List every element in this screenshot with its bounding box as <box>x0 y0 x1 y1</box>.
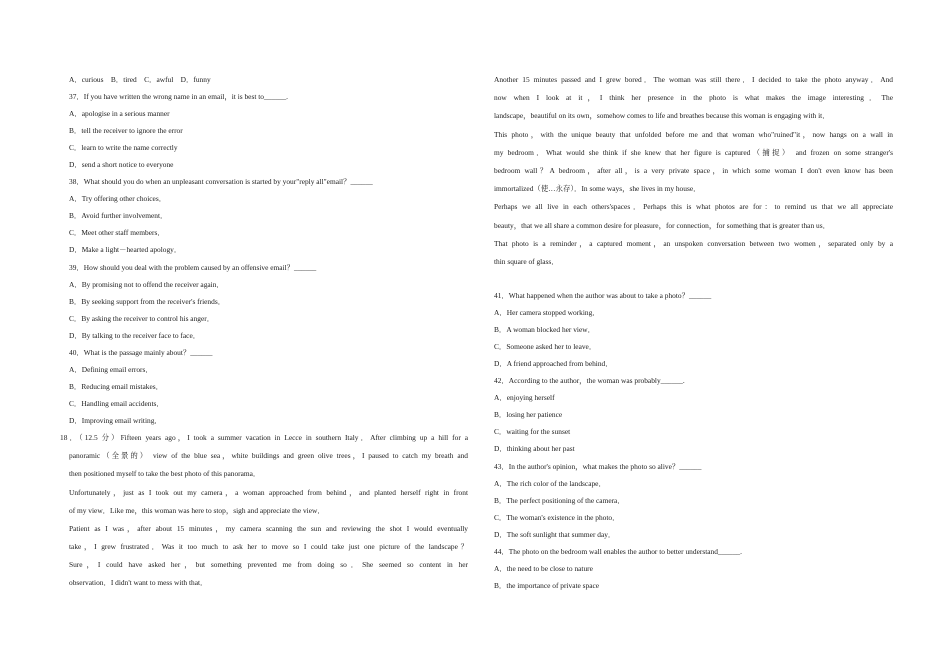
q43-option-b: B．The perfect positioning of the camera． <box>494 495 625 505</box>
q40-option-a: A．Defining email errors． <box>69 364 153 374</box>
passage-line: take，I grew frustrated．Was it too much to ask her to move so I could take just one picture of the landscape？ <box>69 542 468 552</box>
passage-line: 18．（12.5 分）Fifteen years ago，I took a summer vacation in Lecce in southern Italy．After climbing up a hill for a <box>60 432 468 442</box>
q42-option-a: A．enjoying herself <box>494 393 555 403</box>
q38-option-b: B．Avoid further involvement． <box>69 211 168 221</box>
q37-option-d: D．send a short notice to everyone <box>69 160 174 170</box>
passage-paragraph-6 <box>494 198 893 234</box>
q39-option-b: B．By seeking support from the receiver's friends． <box>69 296 226 306</box>
right-column <box>494 71 893 594</box>
passage-line: bedroom wall？A bedroom，after all，is a very private space，in which some woman I don't even know has been <box>494 165 893 175</box>
q38-stem: 38．What should you do when an unpleasant conversation is started by your"reply all"email？______ <box>69 177 373 187</box>
q39-stem: 39．How should you deal with the problem caused by an offensive email？______ <box>69 262 317 272</box>
passage-paragraph-2 <box>60 484 468 520</box>
q41-option-d: D．A friend approached from behind． <box>494 359 613 369</box>
passage-line: Unfortunately，just as I took out my camera，a woman approached from behind，and planted herself right in front <box>69 487 468 497</box>
q43-option-d: D．The soft sunlight that summer day． <box>494 529 616 539</box>
q44-option-b: B．the importance of private space <box>494 580 600 590</box>
q41-option-b: B．A woman blocked her view． <box>494 325 595 335</box>
q43-stem: 43．In the author's opinion，what makes the photo so alive？______ <box>494 461 702 471</box>
passage-line: observation．I didn't want to mess with that． <box>69 578 208 588</box>
q39-option-d: D．By talking to the receiver face to face． <box>69 330 201 340</box>
q42-option-d: D．thinking about her past <box>494 444 575 454</box>
passage-line: immortalized（使…永存）．In some ways，she lives in my house． <box>494 184 701 194</box>
q40-stem: 40．What is the passage mainly about？______ <box>69 347 213 357</box>
passage-line: landscape，beautiful on its own，somehow comes to life and breathes because this woman is engaging with it． <box>494 111 830 121</box>
q38-option-c: C．Meet other staff members． <box>69 228 165 238</box>
passage-line: Patient as I was，after about 15 minutes，my camera scanning the sun and reviewing the shot I would eventually <box>69 523 468 533</box>
passage-line: panoramic（全景的） view of the blue sea，white buildings and green olive trees，I paused to catch my breath and <box>69 451 468 461</box>
q37-option-a: A．apologise in a serious manner <box>69 109 170 119</box>
passage-line: Sure，I could have asked her，but something prevented me from doing so．She seemed so content in her <box>69 560 468 570</box>
q41-option-a: A．Her camera stopped working． <box>494 308 600 318</box>
passage-paragraph-7 <box>494 235 893 271</box>
passage-paragraph-3 <box>60 520 468 593</box>
q37-option-c: C．learn to write the name correctly <box>69 143 178 153</box>
left-column <box>60 71 468 593</box>
section-gap <box>494 271 893 287</box>
q37-stem: 37．If you have written the wrong name in an email，it is best to______. <box>69 92 289 102</box>
q42-stem: 42．According to the author，the woman was probably______. <box>494 376 685 386</box>
passage-line: thin square of glass． <box>494 256 559 266</box>
passage-line: This photo，with the unique beauty that unfolded before me and that woman who"ruined"it，now hangs on a wall in <box>494 129 893 139</box>
q39-option-a: A．By promising not to offend the receiver again． <box>69 279 224 289</box>
q42-option-c: C．waiting for the sunset <box>494 427 571 437</box>
passage-line: beauty，that we all share a common desire for pleasure，for connection，for something that is greater than us． <box>494 220 830 230</box>
q40-option-b: B．Reducing email mistakes． <box>69 381 164 391</box>
q41-stem: 41．What happened when the author was about to take a photo？______ <box>494 291 712 301</box>
q43-option-c: C．The woman's existence in the photo． <box>494 512 620 522</box>
passage-line: Another 15 minutes passed and I grew bored．The woman was still there．I decided to take the photo anyway．And <box>494 75 893 84</box>
passage-paragraph-1 <box>60 429 468 484</box>
q44-option-a: A．the need to be close to nature <box>494 563 593 573</box>
q38-option-d: D．Make a light－hearted apology． <box>69 245 182 255</box>
q44-stem: 44．The photo on the bedroom wall enables the author to better understand______. <box>494 546 742 556</box>
q40-option-d: D．Improving email writing． <box>69 415 162 425</box>
passage-line: then positioned myself to take the best photo of this panorama． <box>69 469 261 479</box>
q39-option-c: C．By asking the receiver to control his anger． <box>69 313 215 323</box>
passage-paragraph-5 <box>494 126 893 199</box>
q37-option-b: B．tell the receiver to ignore the error <box>69 126 183 136</box>
passage-paragraph-4 <box>494 71 893 126</box>
passage-line: of my view．Like me，this woman was here to stop，sigh and appreciate the view． <box>69 505 325 515</box>
q42-option-b: B．losing her patience <box>494 410 563 420</box>
passage-line: my bedroom．What would she think if she knew that her figure is captured（捕捉） and frozen on some stranger's <box>494 147 893 157</box>
passage-line: now when I look at it，I think her presence in the photo is what makes the image interesting．The <box>494 93 893 103</box>
passage-line: Perhaps we all live in each others'spaces．Perhaps this is what photos are for：to remind us that we all appreciate <box>494 202 893 212</box>
q41-option-c: C．Someone asked her to leave． <box>494 342 597 352</box>
q36-options: A．curious B．tired C．awful D．funny <box>69 75 211 84</box>
q43-option-a: A．The rich color of the landscape． <box>494 478 606 488</box>
q40-option-c: C．Handling email accidents． <box>69 398 164 408</box>
q38-option-a: A．Try offering other choices． <box>69 194 167 204</box>
passage-line: That photo is a reminder，a captured moment，an unspoken conversation between two women，separated only by a <box>494 238 893 248</box>
